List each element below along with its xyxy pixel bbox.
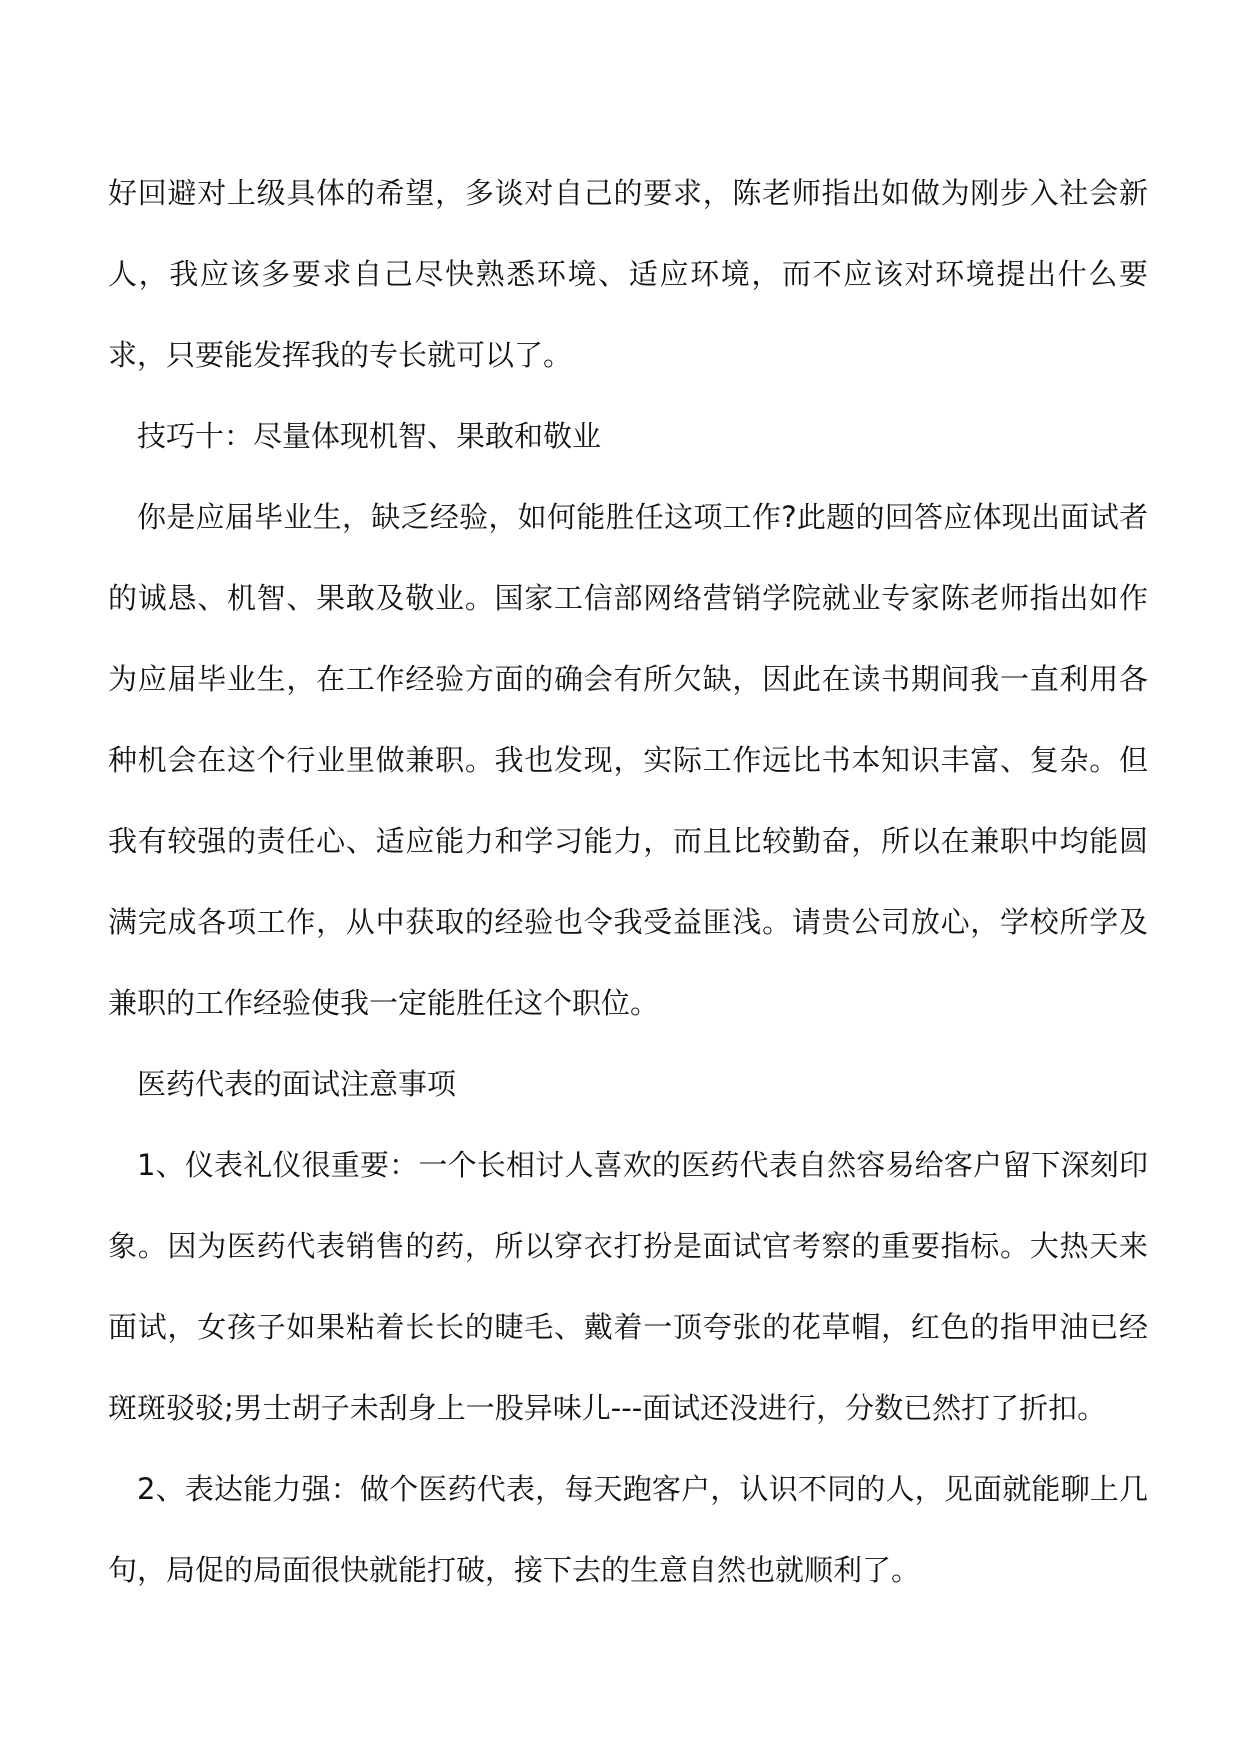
- paragraph-continuation: 好回避对上级具体的希望，多谈对自己的要求，陈老师指出如做为刚步入社会新人，我应该多要求自己尽快熟悉环境、适应环境，而不应该对环境提出什么要求，只要能发挥我的专长就可以了。: [108, 176, 1148, 372]
- paragraph-expression: 2、表达能力强：做个医药代表，每天跑客户，认识不同的人，见面就能聊上几句，局促的局面很快就能打破，接下去的生意自然也就顺利了。: [108, 1472, 1148, 1587]
- paragraph-appearance: 1、仪表礼仪很重要：一个长相讨人喜欢的医药代表自然容易给客户留下深刻印象。因为医药代表销售的药，所以穿衣打扮是面试官考察的重要指标。大热天来面试，女孩子如果粘着长长的睫毛、戴着一顶夸张的花草帽，红色的指甲油已经斑斑驳驳;男士胡子未刮身上一股异味儿---面试还没进行，分数已然打了折扣。: [108, 1148, 1148, 1425]
- section-heading-tip-ten: 技巧十：尽量体现机智、果敢和敬业: [137, 419, 602, 453]
- section-heading-pharma-rep: 医药代表的面试注意事项: [137, 1067, 457, 1101]
- paragraph-graduate-answer: 你是应届毕业生，缺乏经验，如何能胜任这项工作?此题的回答应体现出面试者的诚恳、机智、果敢及敬业。国家工信部网络营销学院就业专家陈老师指出如作为应届毕业生，在工作经验方面的确会有所欠缺，因此在读书期间我一直利用各种机会在这个行业里做兼职。我也发现，实际工作远比书本知识丰富、复杂。但我有较强的责任心、适应能力和学习能力，而且比较勤奋，所以在兼职中均能圆满完成各项工作，从中获取的经验也令我受益匪浅。请贵公司放心，学校所学及兼职的工作经验使我一定能胜任这个职位。: [108, 500, 1148, 1020]
- document-body: [108, 153, 1148, 1611]
